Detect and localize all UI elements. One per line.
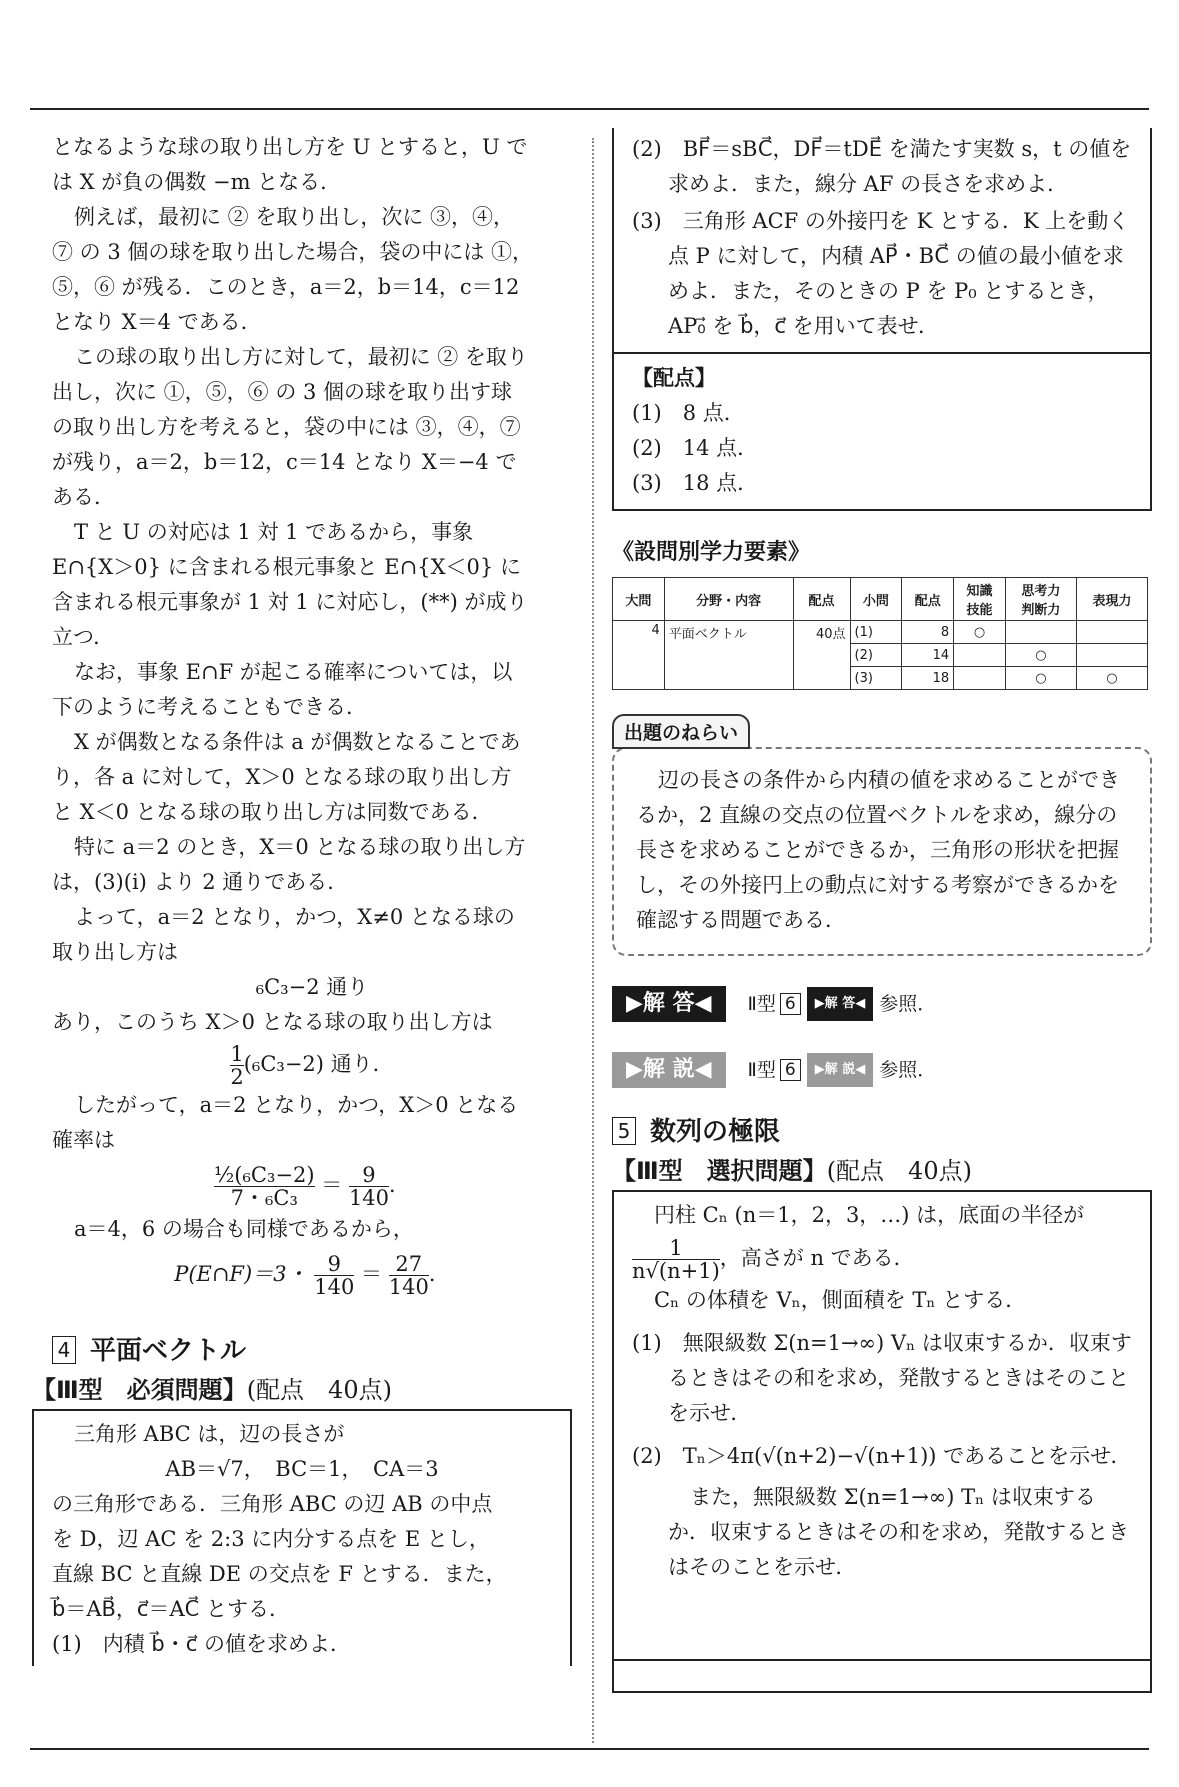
section-5-title: 5 数列の極限 bbox=[612, 1112, 1152, 1152]
answer-row: ▶解 答◀ Ⅱ型 6 ▶解 答◀ 参照． bbox=[612, 986, 1152, 1022]
problem-line: の三角形である．三角形 ABC の辺 AB の中点 bbox=[52, 1492, 493, 1516]
table-cell: ○ bbox=[1005, 667, 1076, 690]
table-cell bbox=[1076, 644, 1147, 667]
table-header: 分野・内容 bbox=[664, 578, 793, 621]
table-cell: (3) bbox=[850, 667, 902, 690]
formula-result: P(E∩F)＝3・ $\frac{9}{140}$ ＝ $\frac{27}{140}$ ． bbox=[174, 1252, 450, 1299]
formula-probability: $\frac{\text{½(₆C₃−2)}}{\text{7・₆C₃}}$ ＝ $\frac{9}{140}$ ． bbox=[213, 1163, 411, 1210]
table-cell: ○ bbox=[1076, 667, 1147, 690]
table-cell bbox=[1005, 621, 1076, 644]
table-cell: ○ bbox=[1005, 644, 1076, 667]
text-line: り，各 a に対して，X＞0 となる球の取り出し方 bbox=[52, 765, 512, 789]
column-divider bbox=[592, 138, 594, 1743]
text-line: この球の取り出し方に対して，最初に ② を取り bbox=[74, 345, 528, 369]
points-item: (2) 14 点． bbox=[632, 436, 759, 460]
problem-line: b⃗＝AB⃗，c⃗＝AC⃗ とする． bbox=[52, 1597, 290, 1621]
fraction: $\frac{1}{2}$ bbox=[230, 1042, 244, 1089]
table-cell: 8 bbox=[902, 621, 954, 644]
table-cell bbox=[1076, 621, 1147, 644]
text-line: ⑦ の 3 個の球を取り出した場合，袋の中には ①， bbox=[52, 240, 534, 264]
table-cell: (1) bbox=[850, 621, 902, 644]
question-2-continued: また，無限級数 Σ(n=1→∞) Tₙ は収束するか．収束するときはその和を求め，発散するときはそのことを示せ． bbox=[668, 1485, 1130, 1579]
text-line: 特に a＝2 のとき，X＝0 となる球の取り出し方 bbox=[74, 835, 526, 859]
problem-4-continued-box bbox=[612, 128, 1152, 354]
text-line: が残り，a＝2，b＝12，c＝14 となり X＝−4 で bbox=[52, 450, 517, 474]
table-cell: 平面ベクトル bbox=[664, 621, 793, 690]
table-header: 思考力 判断力 bbox=[1005, 578, 1076, 621]
problem-line: 円柱 Cₙ (n＝1，2，3，…) は，底面の半径が bbox=[654, 1203, 1085, 1227]
aim-text: 辺の長さの条件から内積の値を求めることができるか，2 直線の交点の位置ベクトルを求め，線分の長さを求めることができるか，三角形の形状を把握し，その外接円上の動点に対する考察ができるかを確認する問題である． bbox=[636, 768, 1120, 932]
text-line: となり X＝4 である． bbox=[52, 310, 262, 334]
points-box bbox=[612, 354, 1152, 511]
bottom-rule bbox=[30, 1748, 1149, 1750]
text-line: ⑤，⑥ が残る．このとき，a＝2，b＝14，c＝12 bbox=[52, 275, 520, 299]
aim-tag: 出題のねらい bbox=[612, 714, 750, 749]
text-line: の取り出し方を考えると，袋の中には ③，④，⑦ bbox=[52, 415, 521, 439]
text-line: 立つ． bbox=[52, 625, 115, 649]
table-cell bbox=[954, 644, 1006, 667]
text-line: 出し，次に ①，⑤，⑥ の 3 個の球を取り出す球 bbox=[52, 380, 513, 404]
section-4-title: 4 平面ベクトル bbox=[52, 1331, 572, 1371]
question-2: (2) BF⃗＝sBC⃗，DF⃗＝tDE⃗ を満たす実数 s，t の値を求めよ．また，線分 AF の長さを求めよ． bbox=[632, 137, 1132, 196]
table-cell: 18 bbox=[902, 667, 954, 690]
table-header: 大問 bbox=[613, 578, 665, 621]
fraction: $\frac{1}{n√(n+1)}$ bbox=[632, 1236, 720, 1283]
text-line: なお，事象 E∩F が起こる確率については，以 bbox=[74, 660, 513, 684]
answer-small-badge: ▶解 答◀ bbox=[807, 987, 874, 1021]
table-header: 配点 bbox=[902, 578, 954, 621]
problem-4-box bbox=[32, 1409, 572, 1666]
problem-line: $\frac{1}{n√(n+1)}$ ，高さが n である． bbox=[632, 1236, 915, 1283]
right-column bbox=[612, 128, 1152, 1693]
text-line: 下のように考えることもできる． bbox=[52, 695, 367, 719]
question-3: (3) 三角形 ACF の外接円を K とする．K 上を動く点 P に対して，内積 AP⃗・BC⃗ の値の最小値を求めよ．また，そのときの P を P₀ とするとき，AP₀⃗ を b⃗，c⃗ を用いて表せ． bbox=[632, 209, 1130, 338]
table-cell: 40点 bbox=[793, 621, 850, 690]
fraction: $\frac{9}{140}$ bbox=[314, 1252, 355, 1299]
text-line: ある． bbox=[52, 485, 115, 509]
ref-number: 6 bbox=[780, 993, 801, 1015]
fraction: $\frac{9}{140}$ bbox=[348, 1163, 390, 1210]
points-item: (3) 18 点． bbox=[632, 471, 759, 495]
text-line: 含まれる根元事象が 1 対 1 に対応し，(**) が成り bbox=[52, 590, 528, 614]
elements-table bbox=[612, 577, 1148, 690]
table-header: 配点 bbox=[793, 578, 850, 621]
text-line: 確率は bbox=[52, 1128, 115, 1152]
formula-half: $\frac{1}{2}$ (₆C₃−2) 通り． bbox=[230, 1042, 394, 1089]
left-column bbox=[32, 130, 572, 1666]
section-5-type: 【Ⅲ型 選択問題】(配点 40点) bbox=[612, 1157, 972, 1185]
aim-box bbox=[612, 747, 1152, 956]
question-1: (1) 無限級数 Σ(n=1→∞) Vₙ は収束するか．収束するときはその和を求め，発散するときはそのことを示せ． bbox=[632, 1331, 1132, 1425]
elements-title: 《設問別学力要素》 bbox=[612, 540, 811, 565]
table-header-row bbox=[613, 578, 1148, 621]
text-line: E∩{X＞0} に含まれる根元事象と E∩{X＜0} に bbox=[52, 555, 521, 579]
problem-line: Cₙ の体積を Vₙ，側面積を Tₙ とする． bbox=[654, 1288, 1027, 1312]
points-item: (1) 8 点． bbox=[632, 401, 745, 425]
problem-line: を D，辺 AC を 2:3 に内分する点を E とし， bbox=[52, 1527, 490, 1551]
fraction: $\frac{27}{140}$ bbox=[388, 1252, 429, 1299]
explanation-small-badge: ▶解 説◀ bbox=[807, 1053, 874, 1087]
fraction: $\frac{\text{½(₆C₃−2)}}{\text{7・₆C₃}}$ bbox=[213, 1163, 315, 1210]
text-line: 例えば，最初に ② を取り出し，次に ③，④， bbox=[74, 205, 515, 229]
table-header: 知識 技能 bbox=[954, 578, 1006, 621]
text-line: したがって，a＝2 となり，かつ，X＞0 となる bbox=[74, 1093, 519, 1117]
problem-line: AB＝√7， BC＝1， CA＝3 bbox=[165, 1457, 439, 1481]
box-separator bbox=[614, 1659, 1150, 1661]
table-header: 表現力 bbox=[1076, 578, 1147, 621]
ref-number: 6 bbox=[780, 1059, 801, 1081]
points-title: 【配点】 bbox=[632, 366, 716, 390]
top-rule bbox=[30, 108, 1149, 110]
problem-line: 三角形 ABC は，辺の長さが bbox=[74, 1422, 345, 1446]
section-4-type: 【Ⅲ型 必須問題】(配点 40点) bbox=[32, 1376, 392, 1404]
text-line: あり，このうち X＞0 となる球の取り出し方は bbox=[52, 1010, 493, 1034]
table-row bbox=[613, 621, 1148, 644]
explanation-badge: ▶解 説◀ bbox=[612, 1052, 726, 1088]
table-cell: 4 bbox=[613, 621, 665, 690]
problem-line: 直線 BC と直線 DE の交点を F とする．また， bbox=[52, 1562, 507, 1586]
formula-combination: ₆C₃−2 通り bbox=[255, 975, 369, 999]
table-cell: ○ bbox=[954, 621, 1006, 644]
table-header: 小問 bbox=[850, 578, 902, 621]
text-line: と X＜0 となる球の取り出し方は同数である． bbox=[52, 800, 493, 824]
problem-line: (1) 内積 b⃗・c⃗ の値を求めよ． bbox=[52, 1632, 351, 1656]
answer-badge: ▶解 答◀ bbox=[612, 986, 726, 1022]
table-cell bbox=[954, 667, 1006, 690]
text-line: T と U の対応は 1 対 1 であるから，事象 bbox=[74, 520, 474, 544]
text-line: a＝4，6 の場合も同様であるから， bbox=[74, 1217, 414, 1241]
text-line: よって，a＝2 となり，かつ，X≠0 となる球の bbox=[74, 905, 515, 929]
problem-5-box bbox=[612, 1190, 1152, 1693]
explanation-row: ▶解 説◀ Ⅱ型 6 ▶解 説◀ 参照． bbox=[612, 1052, 1152, 1088]
table-cell: (2) bbox=[850, 644, 902, 667]
text-line: 取り出し方は bbox=[52, 940, 178, 964]
text-line: X が偶数となる条件は a が偶数となることであ bbox=[74, 730, 521, 754]
question-2: (2) Tₙ＞4π(√(n+2)−√(n+1)) であることを示せ． bbox=[632, 1444, 1132, 1468]
table-cell: 14 bbox=[902, 644, 954, 667]
text-line: は，(3)(i) より 2 通りである． bbox=[52, 870, 349, 894]
text-line: となるような球の取り出し方を U とすると，U で bbox=[52, 135, 528, 159]
text-line: は X が負の偶数 −m となる． bbox=[52, 170, 342, 194]
